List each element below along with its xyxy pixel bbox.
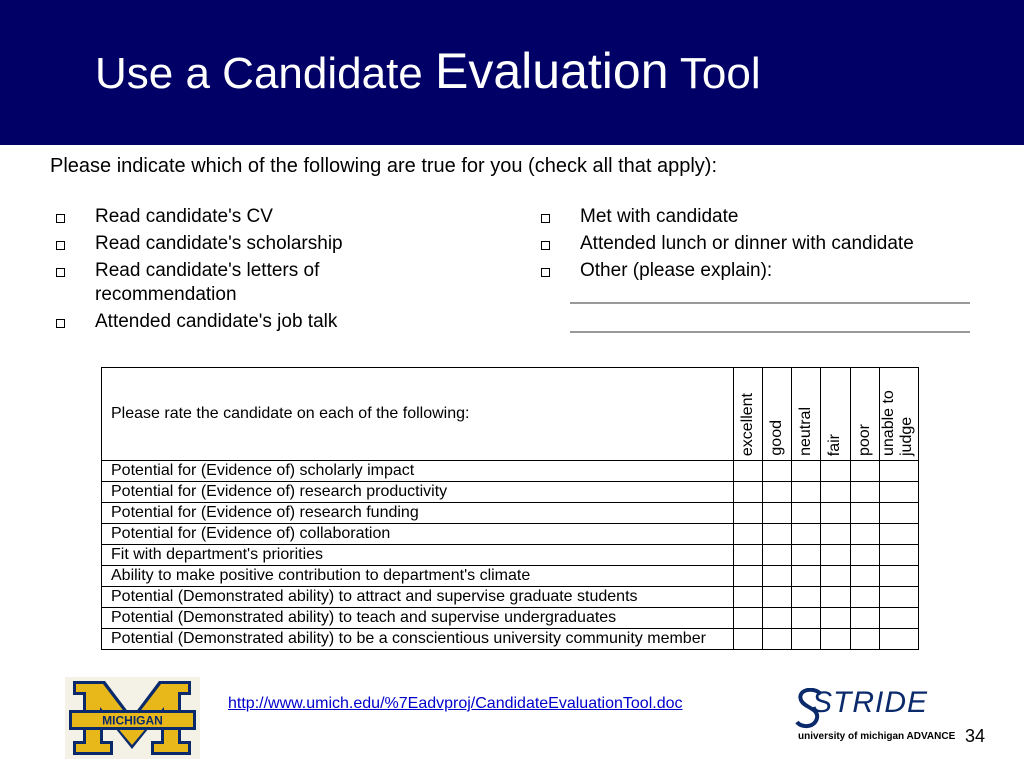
column-header	[821, 368, 850, 461]
rating-cell[interactable]	[763, 482, 792, 503]
table-row	[102, 566, 919, 587]
table-row	[102, 503, 919, 524]
title-part-3: Tool	[668, 49, 761, 98]
column-header	[792, 368, 821, 461]
rating-cell[interactable]	[763, 545, 792, 566]
checkbox[interactable]	[56, 241, 65, 250]
criterion-label: Potential for (Evidence of) scholarly impact	[102, 461, 734, 482]
rating-cell[interactable]	[733, 461, 762, 482]
column-header-label: fair	[826, 433, 844, 456]
rating-cell[interactable]	[850, 587, 879, 608]
rating-cell[interactable]	[850, 608, 879, 629]
left-checklist	[50, 205, 470, 337]
checklist-item-label: Met with candidate	[580, 206, 739, 227]
checklist-instruction: Please indicate which of the following are true for you (check all that apply):	[50, 155, 718, 177]
rating-cell[interactable]	[879, 608, 918, 629]
checklist-item	[50, 205, 470, 229]
rating-cell[interactable]	[763, 587, 792, 608]
rating-cell[interactable]	[821, 482, 850, 503]
rating-cell[interactable]	[733, 524, 762, 545]
checklist-item-label: Attended lunch or dinner with candidate	[580, 233, 914, 254]
criterion-label: Potential for (Evidence of) collaboration	[102, 524, 734, 545]
rating-cell[interactable]	[733, 482, 762, 503]
block-m-icon	[65, 677, 200, 759]
right-checklist	[535, 205, 975, 286]
checklist-item-label: Read candidate's scholarship	[95, 233, 343, 254]
rating-cell[interactable]	[733, 503, 762, 524]
rating-cell[interactable]	[879, 587, 918, 608]
checklist-item	[50, 232, 470, 256]
criterion-label: Potential (Demonstrated ability) to attract and supervise graduate students	[102, 587, 734, 608]
rating-cell[interactable]	[763, 524, 792, 545]
table-row	[102, 587, 919, 608]
criterion-label: Potential (Demonstrated ability) to be a conscientious university community member	[102, 629, 734, 650]
rating-body	[102, 461, 919, 650]
rating-cell[interactable]	[763, 461, 792, 482]
rating-cell[interactable]	[850, 629, 879, 650]
column-header	[733, 368, 762, 461]
rating-cell[interactable]	[879, 545, 918, 566]
table-row	[102, 524, 919, 545]
column-header-label: excellent	[738, 392, 756, 456]
criterion-label: Ability to make positive contribution to department's climate	[102, 566, 734, 587]
table-row	[102, 545, 919, 566]
rating-cell[interactable]	[792, 608, 821, 629]
rating-cell[interactable]	[792, 629, 821, 650]
rating-cell[interactable]	[879, 503, 918, 524]
rating-cell[interactable]	[850, 503, 879, 524]
rating-cell[interactable]	[850, 482, 879, 503]
checkbox[interactable]	[56, 319, 65, 328]
table-row	[102, 608, 919, 629]
rating-cell[interactable]	[763, 629, 792, 650]
rating-cell[interactable]	[821, 503, 850, 524]
explain-line[interactable]	[570, 331, 970, 333]
checklist-item-label: Other (please explain):	[580, 260, 773, 281]
title-part-2: Evaluation	[435, 43, 669, 99]
rating-cell[interactable]	[850, 566, 879, 587]
rating-cell[interactable]	[850, 545, 879, 566]
checklist-item-label: Attended candidate's job talk	[95, 311, 338, 332]
criterion-label: Potential for (Evidence of) research funding	[102, 503, 734, 524]
rating-header-row	[102, 368, 919, 461]
rating-cell[interactable]	[879, 461, 918, 482]
explain-line[interactable]	[570, 302, 970, 304]
checkbox[interactable]	[541, 268, 550, 277]
column-header	[850, 368, 879, 461]
column-header	[879, 368, 918, 461]
rating-cell[interactable]	[879, 629, 918, 650]
column-header	[763, 368, 792, 461]
rating-cell[interactable]	[879, 524, 918, 545]
checklist-item-label: Read candidate's CV	[95, 206, 273, 227]
stride-logo-text: STRIDE	[812, 686, 929, 719]
checkbox[interactable]	[541, 241, 550, 250]
rating-cell[interactable]	[821, 545, 850, 566]
stride-subtitle: university of michigan ADVANCE	[798, 731, 956, 742]
table-row	[102, 461, 919, 482]
rating-cell[interactable]	[821, 566, 850, 587]
rating-cell[interactable]	[821, 629, 850, 650]
rating-cell[interactable]	[763, 566, 792, 587]
column-header-label: unable to judge	[879, 390, 915, 456]
rating-cell[interactable]	[792, 545, 821, 566]
rating-cell[interactable]	[821, 524, 850, 545]
title-bar	[0, 0, 1024, 145]
checklist-item	[535, 205, 975, 229]
checkbox[interactable]	[56, 268, 65, 277]
michigan-logo	[65, 677, 200, 759]
rating-cell[interactable]	[733, 566, 762, 587]
rating-cell[interactable]	[733, 587, 762, 608]
checklist-item	[535, 259, 975, 283]
table-row	[102, 482, 919, 503]
rating-cell[interactable]	[763, 503, 792, 524]
checkbox[interactable]	[541, 214, 550, 223]
checklist-item-label: Read candidate's letters of recommendation	[95, 260, 320, 305]
rating-cell[interactable]	[792, 461, 821, 482]
rating-cell[interactable]	[821, 461, 850, 482]
rating-cell[interactable]	[733, 608, 762, 629]
checkbox[interactable]	[56, 214, 65, 223]
rating-cell[interactable]	[733, 545, 762, 566]
column-header-label: good	[768, 420, 786, 456]
criterion-label: Potential for (Evidence of) research productivity	[102, 482, 734, 503]
rating-prompt: Please rate the candidate on each of the following:	[102, 368, 734, 461]
rating-cell[interactable]	[792, 482, 821, 503]
column-header-label: poor	[855, 423, 873, 456]
slide-title	[95, 42, 761, 100]
rating-cell[interactable]	[733, 629, 762, 650]
rating-cell[interactable]	[879, 566, 918, 587]
rating-cell[interactable]	[850, 461, 879, 482]
page-number: 34	[965, 726, 986, 746]
rating-cell[interactable]	[850, 524, 879, 545]
evaluation-tool-link[interactable]: http://www.umich.edu/%7Eadvproj/CandidateEvaluationTool.doc	[228, 695, 683, 712]
checklist-item	[50, 310, 470, 334]
checklist-item	[535, 232, 975, 256]
title-part-1: Use a Candidate	[95, 49, 435, 98]
rating-cell[interactable]	[792, 524, 821, 545]
column-header-label: neutral	[797, 407, 815, 456]
rating-cell[interactable]	[821, 587, 850, 608]
rating-cell[interactable]	[821, 608, 850, 629]
criterion-label: Potential (Demonstrated ability) to teach and supervise undergraduates	[102, 608, 734, 629]
rating-cell[interactable]	[792, 503, 821, 524]
rating-cell[interactable]	[763, 608, 792, 629]
rating-cell[interactable]	[792, 566, 821, 587]
michigan-logo-text: MICHIGAN	[102, 713, 163, 728]
table-row	[102, 629, 919, 650]
checklist-item	[50, 259, 400, 307]
rating-cell[interactable]	[879, 482, 918, 503]
criterion-label: Fit with department's priorities	[102, 545, 734, 566]
rating-table	[101, 367, 919, 650]
rating-cell[interactable]	[792, 587, 821, 608]
